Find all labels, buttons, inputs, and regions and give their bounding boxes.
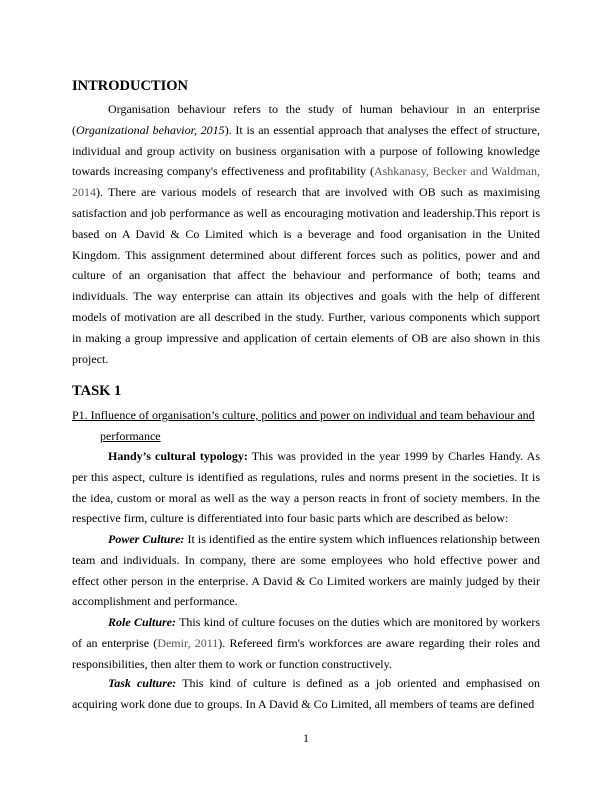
citation-demir: Demir, 2011 [157,635,219,650]
power-culture-text: It is identified as the entire system which influences relationship between team and individuals. In company, there are some employees who hold effective power and effect other person in the enterprise. A David & Co Limited workers are mainly judged by their accomplishment and performance. [72,532,540,609]
handy-typology-paragraph [72,446,540,529]
intro-text-1: Organisation behaviour refers to the study of human behaviour in an enterprise ( [72,102,540,137]
task-culture-paragraph [72,673,540,715]
handy-lead: Handy’s cultural typology: [108,449,248,463]
power-culture-paragraph [72,529,540,612]
intro-text-2: ). It is an essential approach that analyses the effect of structure, individual and group activity on business organisation with a purpose of following knowledge towards increasing company's effectiveness and profitability ( [72,122,540,179]
role-culture-text-1: This kind of culture focuses on the duties which are monitored by workers of an enterprise ( [72,615,540,650]
role-culture-text-2: ). Refereed firm's workforces are aware regarding their roles and responsibilities, then alter them to work or function constructively. [72,635,540,671]
role-culture-paragraph [72,612,540,674]
task-1-heading: TASK 1 [72,383,122,399]
role-culture-lead: Role Culture: [108,615,176,629]
intro-text-3: ). There are various models of research that are involved with OB such as maximising satisfaction and job performance as well as encouraging motivation and leadership.This report is based on A David & Co Limited which is a beverage and food organisation in the United Kingdom. This assignment determined about different forces such as politics, power and and culture of an organisation that affect the behaviour and performance of both; teams and individuals. The way enterprise can attain its objectives and goals with the help of different models of motivation are all described in the study. Further, various components which support in making a group impressive and application of certain elements of OB are also shown in this project. [72,185,540,366]
p1-subheading: P1. Influence of organisation’s culture, politics and power on individual and team behaviour and performance [72,408,535,443]
handy-text: This was provided in the year 1999 by Charles Handy. As per this aspect, culture is identified as regulations, rules and norms present in the societies. It is the idea, custom or moral as well as the way a person reacts in front of society members. In the respective firm, culture is differentiated into four basic parts which are described as below: [72,449,540,526]
task-culture-text: This kind of culture is defined as a job oriented and emphasised on acquiring work done due to groups. In A David & Co Limited, all members of teams are defined [72,676,540,711]
citation-organizational-behavior: Organizational behavior, 2015 [76,122,225,137]
page-number: 1 [303,731,309,745]
introduction-heading: INTRODUCTION [72,78,189,94]
power-culture-lead: Power Culture: [108,532,185,546]
introduction-paragraph [72,99,540,369]
citation-ashkanasy: Ashkanasy, Becker and Waldman, 2014 [72,164,540,200]
task-culture-lead: Task culture: [108,676,177,690]
